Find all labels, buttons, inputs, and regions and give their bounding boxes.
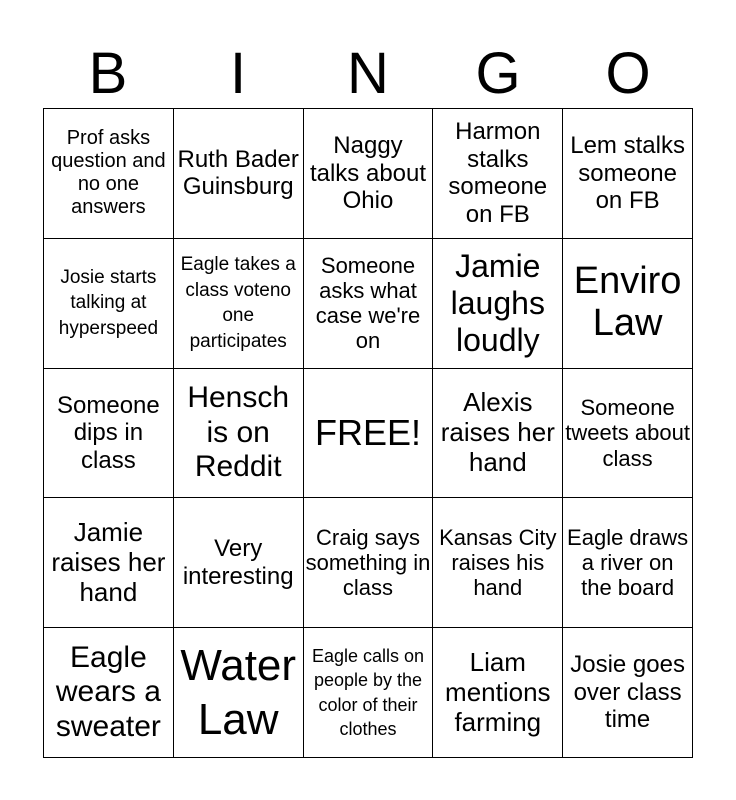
bingo-cell[interactable]: Alexis raises her hand (433, 369, 563, 499)
bingo-cell[interactable]: Naggy talks about Ohio (304, 109, 434, 239)
bingo-cell[interactable]: Jamie raises her hand (44, 498, 174, 628)
bingo-cell[interactable]: Eagle wears a sweater (44, 628, 174, 758)
header-letter-g: G (475, 41, 521, 106)
bingo-cell[interactable]: Josie goes over class time (563, 628, 693, 758)
bingo-cell[interactable]: Very interesting (174, 498, 304, 628)
bingo-cell[interactable]: Hensch is on Reddit (174, 369, 304, 499)
free-space[interactable]: FREE! (304, 369, 434, 499)
bingo-cell[interactable]: Craig says something in class (304, 498, 434, 628)
bingo-cell[interactable]: Eagle takes a class voteno one participates (174, 239, 304, 369)
header-letter-n: N (347, 41, 389, 106)
bingo-cell[interactable]: Kansas City raises his hand (433, 498, 563, 628)
bingo-cell[interactable]: Jamie laughs loudly (433, 239, 563, 369)
bingo-cell[interactable]: Eagle calls on people by the color of their clothes (304, 628, 434, 758)
bingo-cell[interactable]: Harmon stalks someone on FB (433, 109, 563, 239)
bingo-cell[interactable]: Someone asks what case we're on (304, 239, 434, 369)
bingo-cell[interactable]: Ruth Bader Guinsburg (174, 109, 304, 239)
bingo-cell[interactable]: Water Law (174, 628, 304, 758)
bingo-grid (43, 108, 693, 758)
bingo-cell[interactable]: Josie starts talking at hyperspeed (44, 239, 174, 369)
bingo-cell[interactable]: Lem stalks someone on FB (563, 109, 693, 239)
bingo-cell[interactable]: Eagle draws a river on the board (563, 498, 693, 628)
header-letter-b: B (88, 41, 128, 106)
bingo-cell[interactable]: Enviro Law (563, 239, 693, 369)
bingo-cell[interactable]: Liam mentions farming (433, 628, 563, 758)
bingo-cell[interactable]: Someone tweets about class (563, 369, 693, 499)
bingo-cell[interactable]: Prof asks question and no one answers (44, 109, 174, 239)
bingo-cell[interactable]: Someone dips in class (44, 369, 174, 499)
header-letter-i: I (229, 41, 247, 106)
bingo-header (43, 40, 693, 108)
header-letter-o: O (605, 41, 651, 106)
